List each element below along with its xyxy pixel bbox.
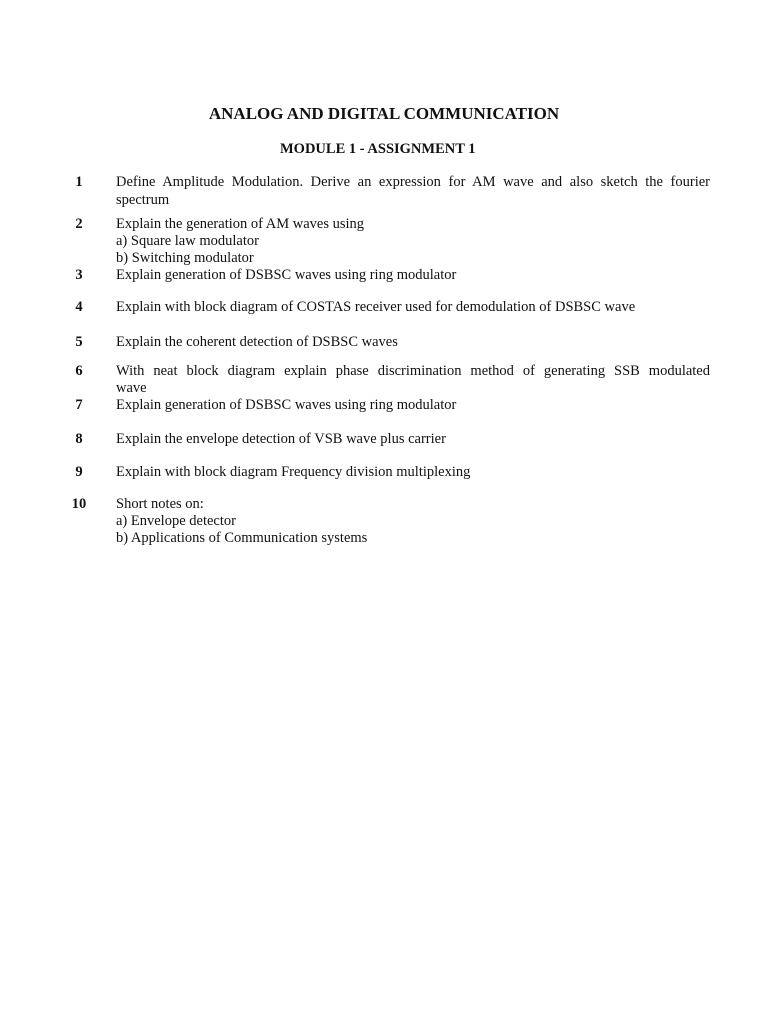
question-line: wave bbox=[116, 380, 147, 396]
question-number: 9 bbox=[75, 464, 83, 480]
question-line: spectrum bbox=[116, 192, 170, 208]
document-subtitle: MODULE 1 - ASSIGNMENT 1 bbox=[280, 141, 476, 157]
question-line: Define Amplitude Modulation. Derive an expression for AM wave and also sketch the fourier bbox=[116, 174, 710, 190]
question-number: 6 bbox=[75, 363, 83, 379]
question-number: 7 bbox=[75, 397, 83, 413]
question-line: Explain the generation of AM waves using bbox=[116, 216, 365, 232]
question-text bbox=[116, 267, 710, 284]
question-line: Short notes on: bbox=[116, 496, 204, 512]
question-text bbox=[116, 431, 710, 448]
question-line: b) Applications of Communication systems bbox=[116, 530, 368, 546]
question-text bbox=[116, 464, 710, 481]
question-line: a) Envelope detector bbox=[116, 513, 236, 529]
question-number: 1 bbox=[75, 174, 83, 190]
question-text bbox=[116, 363, 710, 397]
question-number: 10 bbox=[71, 496, 87, 512]
question-line: Explain generation of DSBSC waves using ring modulator bbox=[116, 397, 457, 413]
question-text bbox=[116, 334, 710, 351]
question-line: b) Switching modulator bbox=[116, 250, 254, 266]
question-line: a) Square law modulator bbox=[116, 233, 259, 249]
question-line: Explain generation of DSBSC waves using ring modulator bbox=[116, 267, 457, 283]
question-number: 3 bbox=[75, 267, 83, 283]
question-text bbox=[116, 496, 710, 547]
question-number: 8 bbox=[75, 431, 83, 447]
question-text bbox=[116, 299, 710, 316]
question-line: Explain the envelope detection of VSB wave plus carrier bbox=[116, 431, 446, 447]
document-title: ANALOG AND DIGITAL COMMUNICATION bbox=[208, 104, 560, 123]
question-number: 5 bbox=[75, 334, 83, 350]
question-text bbox=[116, 216, 710, 267]
question-number: 4 bbox=[75, 299, 83, 315]
question-number: 2 bbox=[75, 216, 83, 232]
question-text bbox=[116, 174, 710, 209]
question-line: Explain with block diagram of COSTAS receiver used for demodulation of DSBSC wave bbox=[116, 299, 636, 315]
question-line: With neat block diagram explain phase discrimination method of generating SSB modulated bbox=[116, 363, 710, 379]
question-text bbox=[116, 397, 710, 414]
question-line: Explain with block diagram Frequency division multiplexing bbox=[116, 464, 471, 480]
question-line: Explain the coherent detection of DSBSC waves bbox=[116, 334, 398, 350]
